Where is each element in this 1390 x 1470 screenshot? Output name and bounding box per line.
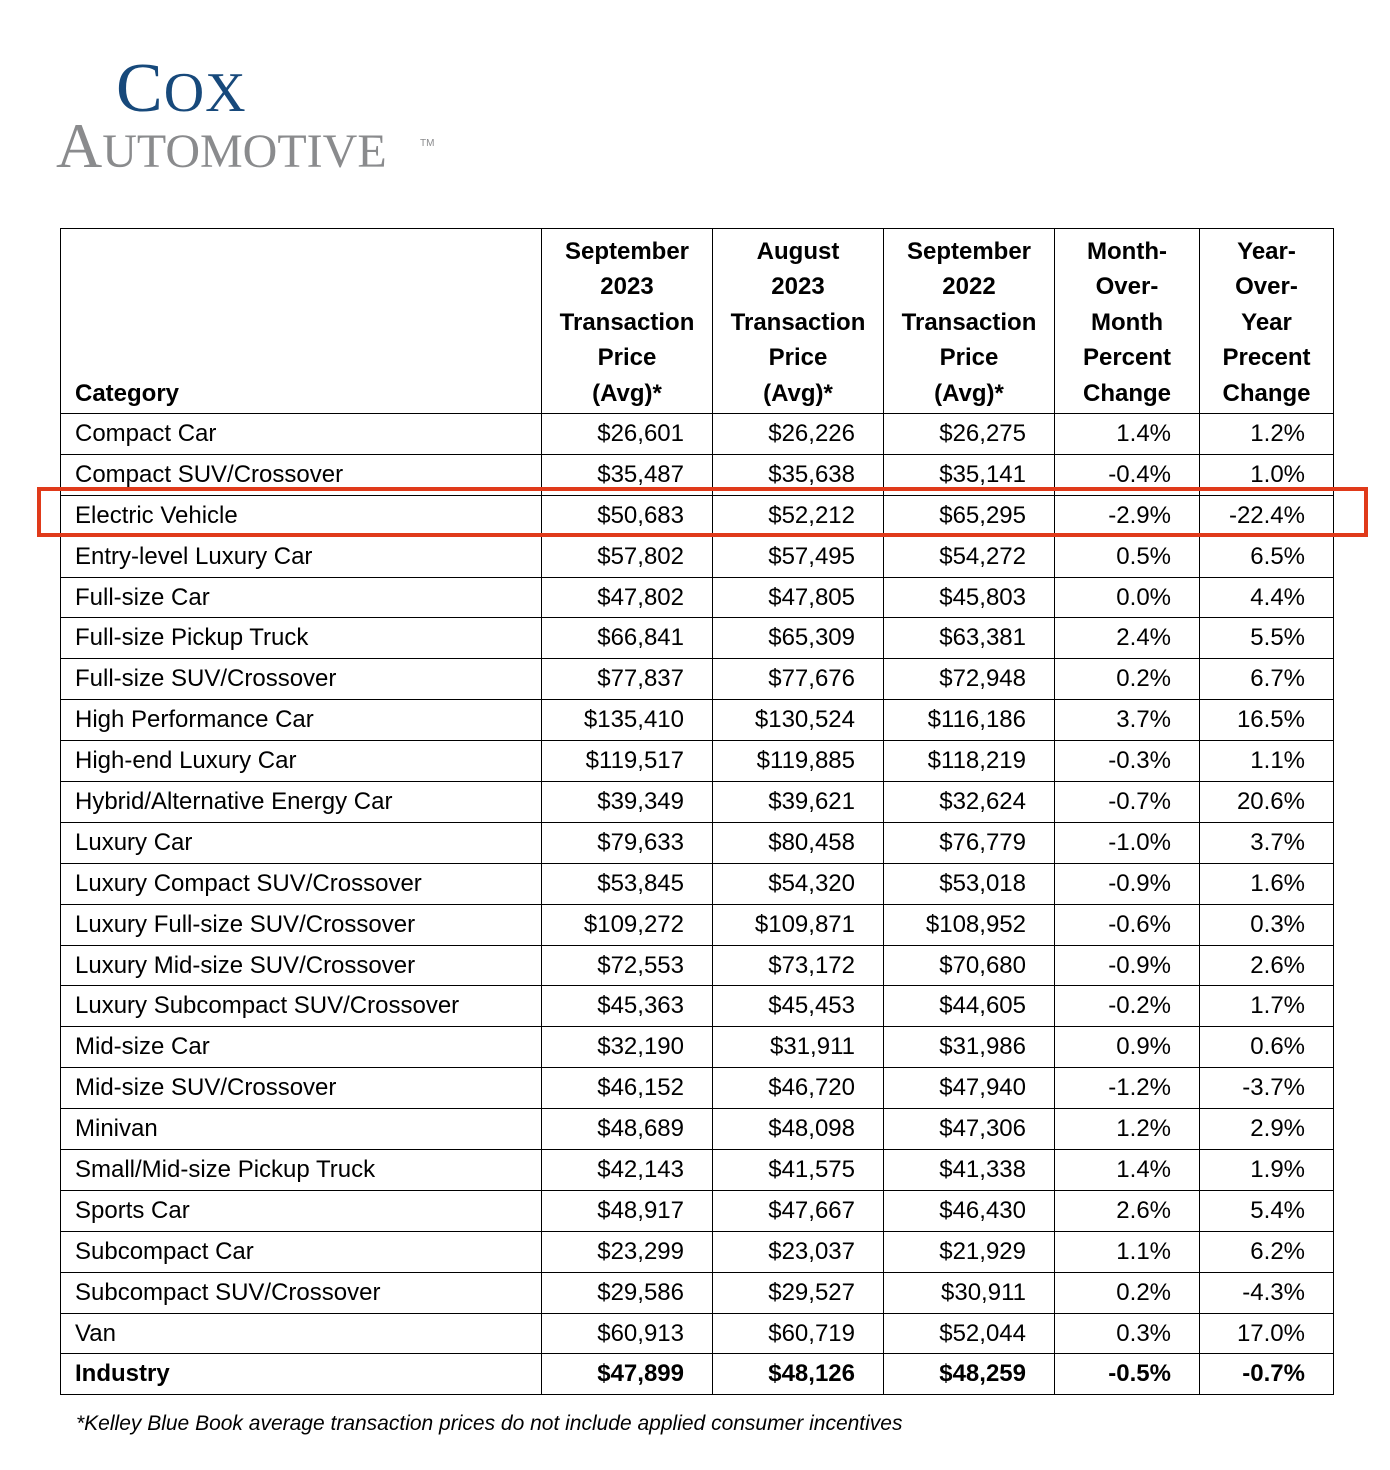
header-line: Over- xyxy=(1095,273,1159,300)
cell-mom-change: 1.2% xyxy=(1055,1109,1200,1150)
cell-yoy-change: -4.3% xyxy=(1200,1272,1334,1313)
cell-yoy-change: 0.3% xyxy=(1200,904,1334,945)
table-row xyxy=(61,454,1334,495)
cell-sep-2022: $70,680 xyxy=(884,945,1055,986)
cell-mom-change: 0.2% xyxy=(1055,1272,1200,1313)
header-line: Category xyxy=(75,379,180,407)
cell-sep-2022: $32,624 xyxy=(884,782,1055,823)
header-line: (Avg)* xyxy=(934,379,1004,407)
cell-sep-2023: $23,299 xyxy=(542,1231,713,1272)
cell-sep-2022: $76,779 xyxy=(884,822,1055,863)
table-row xyxy=(61,822,1334,863)
header-line: 2023 xyxy=(771,273,825,300)
cell-sep-2022: $116,186 xyxy=(884,700,1055,741)
cell-sep-2023: $47,899 xyxy=(542,1354,713,1395)
cell-category: Subcompact Car xyxy=(61,1231,542,1272)
header-line: Transaction xyxy=(901,308,1037,336)
header-line: September xyxy=(906,237,1032,265)
cell-aug-2023: $48,126 xyxy=(713,1354,884,1395)
cell-mom-change: 0.9% xyxy=(1055,1027,1200,1068)
header-line: Change xyxy=(1222,379,1311,407)
cell-aug-2023: $54,320 xyxy=(713,863,884,904)
cell-mom-change: -2.9% xyxy=(1055,495,1200,536)
cell-sep-2022: $54,272 xyxy=(884,536,1055,577)
cell-category: Compact Car xyxy=(61,414,542,455)
cell-sep-2023: $32,190 xyxy=(542,1027,713,1068)
cell-aug-2023: $109,871 xyxy=(713,904,884,945)
cell-aug-2023: $65,309 xyxy=(713,618,884,659)
cell-aug-2023: $77,676 xyxy=(713,659,884,700)
header-line: Month- xyxy=(1087,237,1167,265)
cell-sep-2022: $41,338 xyxy=(884,1150,1055,1191)
cell-sep-2022: $63,381 xyxy=(884,618,1055,659)
cell-yoy-change: 3.7% xyxy=(1200,822,1334,863)
cell-yoy-change: 1.2% xyxy=(1200,414,1334,455)
header-line: Over- xyxy=(1235,273,1298,300)
table-row xyxy=(61,1027,1334,1068)
cell-yoy-change: 6.7% xyxy=(1200,659,1334,700)
cell-category: Luxury Mid-size SUV/Crossover xyxy=(61,945,542,986)
cell-aug-2023: $41,575 xyxy=(713,1150,884,1191)
header-mom-change xyxy=(1055,229,1200,414)
cell-aug-2023: $47,805 xyxy=(713,577,884,618)
cell-yoy-change: 1.1% xyxy=(1200,741,1334,782)
table-header-row xyxy=(61,229,1334,414)
cell-yoy-change: -22.4% xyxy=(1200,495,1334,536)
cell-aug-2023: $23,037 xyxy=(713,1231,884,1272)
cell-aug-2023: $60,719 xyxy=(713,1313,884,1354)
cell-sep-2023: $48,917 xyxy=(542,1190,713,1231)
cell-yoy-change: 6.5% xyxy=(1200,536,1334,577)
cell-aug-2023: $130,524 xyxy=(713,700,884,741)
cell-mom-change: -0.4% xyxy=(1055,454,1200,495)
cell-sep-2023: $35,487 xyxy=(542,454,713,495)
cell-yoy-change: -0.7% xyxy=(1200,1354,1334,1395)
cell-sep-2022: $21,929 xyxy=(884,1231,1055,1272)
table-row xyxy=(61,741,1334,782)
cell-mom-change: 2.4% xyxy=(1055,618,1200,659)
cell-sep-2023: $39,349 xyxy=(542,782,713,823)
cell-sep-2023: $119,517 xyxy=(542,741,713,782)
cell-category: Electric Vehicle xyxy=(61,495,542,536)
cell-sep-2023: $66,841 xyxy=(542,618,713,659)
header-line: Transaction xyxy=(559,308,695,336)
cell-mom-change: -0.6% xyxy=(1055,904,1200,945)
header-line: (Avg)* xyxy=(763,379,833,407)
cell-yoy-change: 4.4% xyxy=(1200,577,1334,618)
cell-mom-change: -0.3% xyxy=(1055,741,1200,782)
header-sep-2023 xyxy=(542,229,713,414)
cell-sep-2022: $31,986 xyxy=(884,1027,1055,1068)
header-aug-2023 xyxy=(713,229,884,414)
cell-category: Subcompact SUV/Crossover xyxy=(61,1272,542,1313)
cell-category: Minivan xyxy=(61,1109,542,1150)
cell-sep-2023: $50,683 xyxy=(542,495,713,536)
cell-aug-2023: $26,226 xyxy=(713,414,884,455)
cell-sep-2022: $35,141 xyxy=(884,454,1055,495)
header-line: (Avg)* xyxy=(592,379,662,407)
cell-mom-change: -1.0% xyxy=(1055,822,1200,863)
cell-aug-2023: $31,911 xyxy=(713,1027,884,1068)
table-row xyxy=(61,945,1334,986)
cell-sep-2023: $26,601 xyxy=(542,414,713,455)
cell-aug-2023: $46,720 xyxy=(713,1068,884,1109)
cell-sep-2023: $48,689 xyxy=(542,1109,713,1150)
cell-yoy-change: -3.7% xyxy=(1200,1068,1334,1109)
cell-aug-2023: $39,621 xyxy=(713,782,884,823)
table-row xyxy=(61,1109,1334,1150)
header-line: Precent xyxy=(1222,344,1311,371)
cell-sep-2023: $77,837 xyxy=(542,659,713,700)
cell-sep-2023: $135,410 xyxy=(542,700,713,741)
header-line: August xyxy=(756,237,840,265)
cell-category: Full-size SUV/Crossover xyxy=(61,659,542,700)
cell-sep-2022: $52,044 xyxy=(884,1313,1055,1354)
table-row xyxy=(61,536,1334,577)
cell-sep-2022: $65,295 xyxy=(884,495,1055,536)
cell-mom-change: 2.6% xyxy=(1055,1190,1200,1231)
table-row xyxy=(61,986,1334,1027)
cell-aug-2023: $48,098 xyxy=(713,1109,884,1150)
cox-automotive-logo xyxy=(56,50,456,184)
cell-aug-2023: $80,458 xyxy=(713,822,884,863)
cell-yoy-change: 2.9% xyxy=(1200,1109,1334,1150)
cell-sep-2023: $29,586 xyxy=(542,1272,713,1313)
cell-aug-2023: $45,453 xyxy=(713,986,884,1027)
cell-yoy-change: 1.7% xyxy=(1200,986,1334,1027)
cell-sep-2023: $45,363 xyxy=(542,986,713,1027)
table-row xyxy=(61,495,1334,536)
table-row xyxy=(61,1150,1334,1191)
cell-category: Sports Car xyxy=(61,1190,542,1231)
cell-sep-2023: $72,553 xyxy=(542,945,713,986)
cell-category: Van xyxy=(61,1313,542,1354)
table-row xyxy=(61,414,1334,455)
cell-category: Mid-size SUV/Crossover xyxy=(61,1068,542,1109)
cell-sep-2023: $57,802 xyxy=(542,536,713,577)
cell-category: Hybrid/Alternative Energy Car xyxy=(61,782,542,823)
header-line: Change xyxy=(1082,379,1171,407)
cell-sep-2023: $42,143 xyxy=(542,1150,713,1191)
cell-sep-2023: $53,845 xyxy=(542,863,713,904)
cell-category: Mid-size Car xyxy=(61,1027,542,1068)
cell-aug-2023: $29,527 xyxy=(713,1272,884,1313)
cell-sep-2022: $46,430 xyxy=(884,1190,1055,1231)
table-row xyxy=(61,700,1334,741)
cell-category: Small/Mid-size Pickup Truck xyxy=(61,1150,542,1191)
cell-yoy-change: 0.6% xyxy=(1200,1027,1334,1068)
header-line: Price xyxy=(768,344,828,371)
header-line: Transaction xyxy=(730,308,866,336)
table-row xyxy=(61,577,1334,618)
cell-yoy-change: 6.2% xyxy=(1200,1231,1334,1272)
cell-yoy-change: 1.9% xyxy=(1200,1150,1334,1191)
cell-mom-change: 1.4% xyxy=(1055,1150,1200,1191)
cell-category: Industry xyxy=(61,1354,542,1395)
cell-aug-2023: $52,212 xyxy=(713,495,884,536)
cell-sep-2022: $30,911 xyxy=(884,1272,1055,1313)
cell-category: Full-size Pickup Truck xyxy=(61,618,542,659)
header-line: Percent xyxy=(1082,344,1172,371)
cell-sep-2022: $48,259 xyxy=(884,1354,1055,1395)
logo-line1: COX xyxy=(116,50,247,127)
transaction-price-table xyxy=(60,228,1334,1395)
cell-yoy-change: 17.0% xyxy=(1200,1313,1334,1354)
cell-mom-change: -0.7% xyxy=(1055,782,1200,823)
header-line: 2022 xyxy=(942,273,996,300)
cell-sep-2022: $72,948 xyxy=(884,659,1055,700)
cell-category: Luxury Full-size SUV/Crossover xyxy=(61,904,542,945)
cell-aug-2023: $35,638 xyxy=(713,454,884,495)
cell-aug-2023: $119,885 xyxy=(713,741,884,782)
header-line: Price xyxy=(597,344,657,371)
logo-trademark: TM xyxy=(420,138,435,149)
header-line: September xyxy=(564,237,690,265)
cell-sep-2022: $45,803 xyxy=(884,577,1055,618)
cell-mom-change: 3.7% xyxy=(1055,700,1200,741)
cell-category: High-end Luxury Car xyxy=(61,741,542,782)
cell-aug-2023: $73,172 xyxy=(713,945,884,986)
cell-sep-2022: $53,018 xyxy=(884,863,1055,904)
cell-category: Full-size Car xyxy=(61,577,542,618)
table-row xyxy=(61,618,1334,659)
cell-sep-2023: $47,802 xyxy=(542,577,713,618)
cell-sep-2022: $47,940 xyxy=(884,1068,1055,1109)
cell-aug-2023: $57,495 xyxy=(713,536,884,577)
cell-category: Luxury Compact SUV/Crossover xyxy=(61,863,542,904)
logo-line2: AUTOMOTIVE xyxy=(56,110,387,181)
header-yoy-change xyxy=(1200,229,1334,414)
table-row xyxy=(61,782,1334,823)
cell-yoy-change: 1.6% xyxy=(1200,863,1334,904)
table-row xyxy=(61,1231,1334,1272)
cell-yoy-change: 5.5% xyxy=(1200,618,1334,659)
cell-category: High Performance Car xyxy=(61,700,542,741)
cell-mom-change: 0.3% xyxy=(1055,1313,1200,1354)
cell-sep-2022: $44,605 xyxy=(884,986,1055,1027)
cell-yoy-change: 16.5% xyxy=(1200,700,1334,741)
header-line: Price xyxy=(939,344,999,371)
cell-yoy-change: 1.0% xyxy=(1200,454,1334,495)
cell-sep-2022: $26,275 xyxy=(884,414,1055,455)
header-category xyxy=(61,229,542,414)
cell-mom-change: -0.5% xyxy=(1055,1354,1200,1395)
cell-category: Luxury Car xyxy=(61,822,542,863)
table-row xyxy=(61,1313,1334,1354)
table-body xyxy=(61,414,1334,1395)
cell-mom-change: -0.9% xyxy=(1055,945,1200,986)
cell-mom-change: 0.2% xyxy=(1055,659,1200,700)
cell-category: Compact SUV/Crossover xyxy=(61,454,542,495)
cell-category: Entry-level Luxury Car xyxy=(61,536,542,577)
cell-mom-change: -1.2% xyxy=(1055,1068,1200,1109)
footnote: *Kelley Blue Book average transaction prices do not include applied consumer incentives xyxy=(76,1412,903,1435)
table-row xyxy=(61,1272,1334,1313)
cell-category: Luxury Subcompact SUV/Crossover xyxy=(61,986,542,1027)
table-total-row xyxy=(61,1354,1334,1395)
cell-mom-change: 1.4% xyxy=(1055,414,1200,455)
cell-yoy-change: 2.6% xyxy=(1200,945,1334,986)
cell-sep-2023: $60,913 xyxy=(542,1313,713,1354)
table-row xyxy=(61,1190,1334,1231)
cell-sep-2022: $108,952 xyxy=(884,904,1055,945)
cell-sep-2023: $109,272 xyxy=(542,904,713,945)
header-line: Year- xyxy=(1237,237,1296,265)
cell-yoy-change: 5.4% xyxy=(1200,1190,1334,1231)
cell-sep-2022: $47,306 xyxy=(884,1109,1055,1150)
cell-mom-change: -0.9% xyxy=(1055,863,1200,904)
table-row xyxy=(61,904,1334,945)
header-line: Month xyxy=(1091,308,1163,336)
cell-sep-2022: $118,219 xyxy=(884,741,1055,782)
cell-sep-2023: $79,633 xyxy=(542,822,713,863)
table-row xyxy=(61,863,1334,904)
cell-mom-change: -0.2% xyxy=(1055,986,1200,1027)
table-row xyxy=(61,1068,1334,1109)
header-sep-2022 xyxy=(884,229,1055,414)
cell-mom-change: 1.1% xyxy=(1055,1231,1200,1272)
header-line: 2023 xyxy=(600,273,654,300)
cell-aug-2023: $47,667 xyxy=(713,1190,884,1231)
table-row xyxy=(61,659,1334,700)
cell-yoy-change: 20.6% xyxy=(1200,782,1334,823)
cell-sep-2023: $46,152 xyxy=(542,1068,713,1109)
cell-mom-change: 0.5% xyxy=(1055,536,1200,577)
header-line: Year xyxy=(1241,308,1292,336)
cell-mom-change: 0.0% xyxy=(1055,577,1200,618)
